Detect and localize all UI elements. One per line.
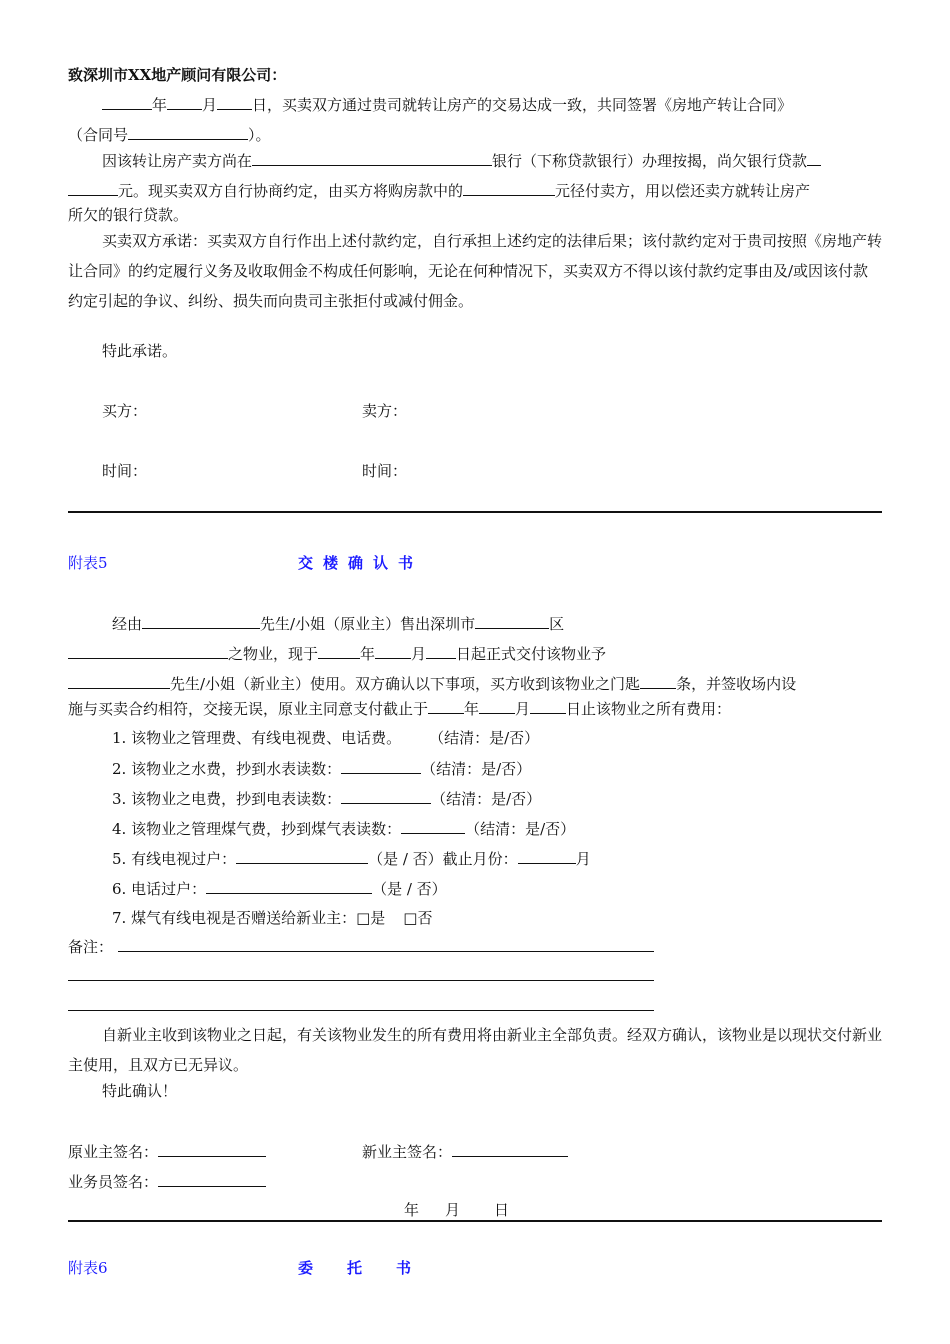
list-item: 5. 有线电视过户： （是 / 否）截止月份： 月 <box>112 847 591 869</box>
list-item: 3. 该物业之电费，抄到电表读数： （结清：是/否） <box>112 787 541 809</box>
blank-new-owner[interactable] <box>68 672 170 689</box>
remarks-label: 备注： <box>68 938 114 956</box>
blank-month[interactable] <box>167 93 202 110</box>
blank-gas-reading[interactable] <box>401 817 465 834</box>
annex6-title: 委托书 <box>298 1259 446 1277</box>
handover-line-2: 之物业，现于 年 月 日起正式交付该物业予 <box>68 642 606 664</box>
blank-loan-amount[interactable] <box>68 179 118 196</box>
blank-electric-reading[interactable] <box>341 787 431 804</box>
time-label-left: 时间： <box>102 462 148 480</box>
list-item: 7. 煤气有线电视是否赠送给新业主：□是 □否 <box>112 909 433 927</box>
blank-district[interactable] <box>475 612 549 629</box>
closing-text: 特此承诺。 <box>102 342 178 360</box>
blank-bank[interactable] <box>252 149 492 166</box>
blank-original-owner[interactable] <box>142 612 260 629</box>
section-divider-2 <box>68 1220 882 1222</box>
remarks-line-2[interactable] <box>68 980 654 981</box>
blank-phone-transfer[interactable] <box>206 877 372 894</box>
blank-payment-amount[interactable] <box>463 179 555 196</box>
signature-field-original-owner[interactable] <box>158 1140 266 1157</box>
contract-number-line: （合同号 ）。 <box>68 120 271 150</box>
blank-tv-cutoff-month[interactable] <box>518 847 576 864</box>
new-owner-signature: 新业主签名： <box>362 1140 568 1162</box>
blank-handover-day[interactable] <box>426 642 456 659</box>
handover-line-1: 经由 先生/小姐（原业主）售出深圳市 区 <box>112 612 564 634</box>
paragraph-2: 因该转让房产卖方尚在 银行（下称贷款银行）办理按揭，尚欠银行贷款 <box>68 146 882 176</box>
blank-year[interactable] <box>102 93 152 110</box>
seller-label: 卖方： <box>362 402 408 420</box>
list-item: 4. 该物业之管理煤气费，抄到煤气表读数： （结清：是/否） <box>112 817 575 839</box>
blank-cutoff-year[interactable] <box>428 697 464 714</box>
annex5-title: 交楼确认书 <box>298 554 424 572</box>
annex6-label: 附表6 <box>68 1259 108 1277</box>
blank-tv-transfer[interactable] <box>236 847 368 864</box>
checkbox-no[interactable]: □否 <box>403 909 433 927</box>
paragraph-1: 年 月 日，买卖双方通过贵司就转让房产的交易达成一致，共同签署《房地产转让合同》 <box>68 90 882 120</box>
blank-keys-count[interactable] <box>640 672 676 689</box>
checkbox-yes[interactable]: □是 <box>356 909 386 927</box>
confirm-text: 特此确认！ <box>102 1082 178 1100</box>
blank-handover-year[interactable] <box>318 642 360 659</box>
blank-cutoff-month[interactable] <box>479 697 515 714</box>
remarks-line-1[interactable] <box>118 951 654 952</box>
list-item: 2. 该物业之水费，抄到水表读数： （结清：是/否） <box>112 757 531 779</box>
agent-signature: 业务员签名： <box>68 1170 266 1192</box>
section-divider <box>68 511 882 513</box>
paragraph-3: 买卖双方承诺：买卖双方自行作出上述付款约定，自行承担上述约定的法律后果；该付款约定对于贵司按照《房地产转让合同》的约定履行义务及收取佣金不构成任何影响，无论在何种情况下，买卖双方不得以该付款约定事由及/或因该付款约定引起的争议、纠纷、损失而向贵司主张拒付或减付佣金。 <box>68 232 883 310</box>
blank-handover-month[interactable] <box>375 642 411 659</box>
blank-loan-a[interactable] <box>807 149 821 166</box>
list-item: 6. 电话过户： （是 / 否） <box>112 877 447 899</box>
annex5-label: 附表5 <box>68 554 108 572</box>
remarks-line-3[interactable] <box>68 1010 654 1011</box>
handover-line-4: 施与买卖合约相符，交接无误，原业主同意支付截止于 年 月 日止该物业之所有费用： <box>68 697 731 719</box>
buyer-label: 买方： <box>102 402 148 420</box>
addressee: 致深圳市XX地产顾问有限公司： <box>68 66 287 84</box>
blank-contract-number[interactable] <box>128 123 248 140</box>
blank-day[interactable] <box>217 93 252 110</box>
signature-field-agent[interactable] <box>158 1170 266 1187</box>
blank-cutoff-day[interactable] <box>530 697 566 714</box>
signature-field-new-owner[interactable] <box>452 1140 568 1157</box>
handover-line-3: 先生/小姐（新业主）使用。双方确认以下事项，买方收到该物业之门匙 条，并签收场内设 <box>68 672 796 694</box>
time-label-right: 时间： <box>362 462 408 480</box>
original-owner-signature: 原业主签名： <box>68 1140 266 1162</box>
paragraph-2-line-2: 元。现买卖双方自行协商约定，由买方将购房款中的 元径付卖方，用以偿还卖方就转让房产 <box>68 176 810 206</box>
blank-property[interactable] <box>68 642 228 659</box>
sign-date: 年 月 日 <box>404 1201 510 1219</box>
list-item: 1. 该物业之管理费、有线电视费、电话费。 （结清：是/否） <box>112 729 540 747</box>
handover-statement: 自新业主收到该物业之日起，有关该物业发生的所有费用将由新业主全部负责。经双方确认，该物业是以现状交付新业主使用，且双方已无异议。 <box>68 1026 883 1074</box>
blank-water-reading[interactable] <box>341 757 421 774</box>
paragraph-2-line-3: 所欠的银行贷款。 <box>68 206 189 224</box>
